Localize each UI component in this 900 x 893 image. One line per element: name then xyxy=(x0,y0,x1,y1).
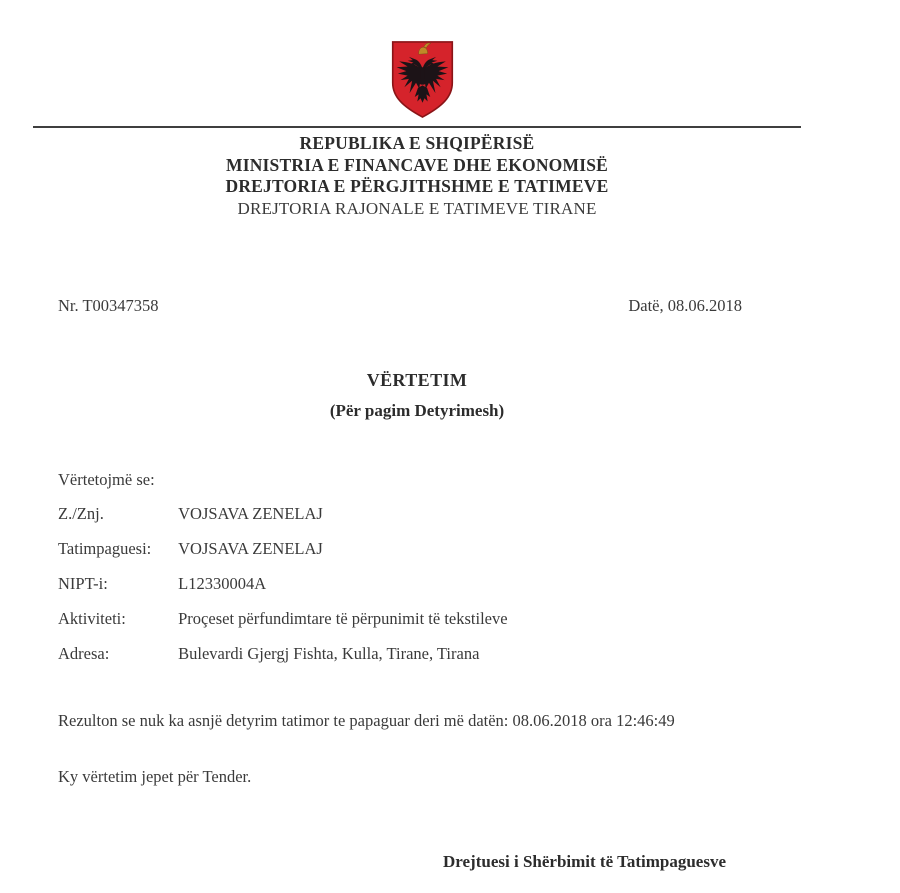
org-line-ministry: MINISTRIA E FINANCAVE DHE EKONOMISË xyxy=(225,154,609,175)
field-label: NIPT-i: xyxy=(58,574,108,593)
certificate-subtitle: (Për pagim Detyrimesh) xyxy=(329,401,505,420)
field-value: VOJSAVA ZENELAJ xyxy=(178,539,323,558)
org-line-directorate-general: DREJTORIA E PËRGJITHSHME E TATIMEVE xyxy=(225,176,609,196)
org-line-republic: REPUBLIKA E SHQIPËRISË xyxy=(299,133,535,153)
albania-coat-of-arms-icon xyxy=(390,40,455,119)
field-label: Tatimpaguesi: xyxy=(58,539,152,558)
field-label: Z./Znj. xyxy=(58,504,104,523)
field-label: Aktiviteti: xyxy=(58,609,126,628)
signature-title: Drejtuesi i Shërbimit të Tatimpaguesve xyxy=(443,852,727,871)
reference-date: Datë, 08.06.2018 xyxy=(628,296,742,315)
field-label: Adresa: xyxy=(58,644,110,663)
field-value: Proçeset përfundimtare të përpunimit të tekstileve xyxy=(178,609,508,628)
org-line-directorate-regional: DREJTORIA RAJONALE E TATIMEVE TIRANE xyxy=(237,198,597,218)
field-row-nipt xyxy=(58,574,778,609)
certificate-title: VËRTETIM xyxy=(366,370,468,390)
field-row-taxpayer xyxy=(58,539,778,574)
field-row-activity xyxy=(58,609,778,644)
field-list xyxy=(58,504,778,679)
org-header xyxy=(33,133,801,219)
reference-row xyxy=(58,296,742,316)
coat-of-arms xyxy=(390,40,455,119)
field-value: L12330004A xyxy=(178,574,267,593)
header-rule xyxy=(33,126,801,128)
reference-number: Nr. T00347358 xyxy=(58,296,159,315)
field-value: VOJSAVA ZENELAJ xyxy=(178,504,323,523)
field-row-address xyxy=(58,644,778,679)
field-row-person xyxy=(58,504,778,539)
intro-text: Vërtetojmë se: xyxy=(58,470,155,489)
purpose-text: Ky vërtetim jepet për Tender. xyxy=(58,767,252,786)
field-value: Bulevardi Gjergj Fishta, Kulla, Tirane, Tirana xyxy=(178,644,480,663)
statement-text: Rezulton se nuk ka asnjë detyrim tatimor te papaguar deri më datën: 08.06.2018 ora 12:46:49 xyxy=(58,711,675,730)
